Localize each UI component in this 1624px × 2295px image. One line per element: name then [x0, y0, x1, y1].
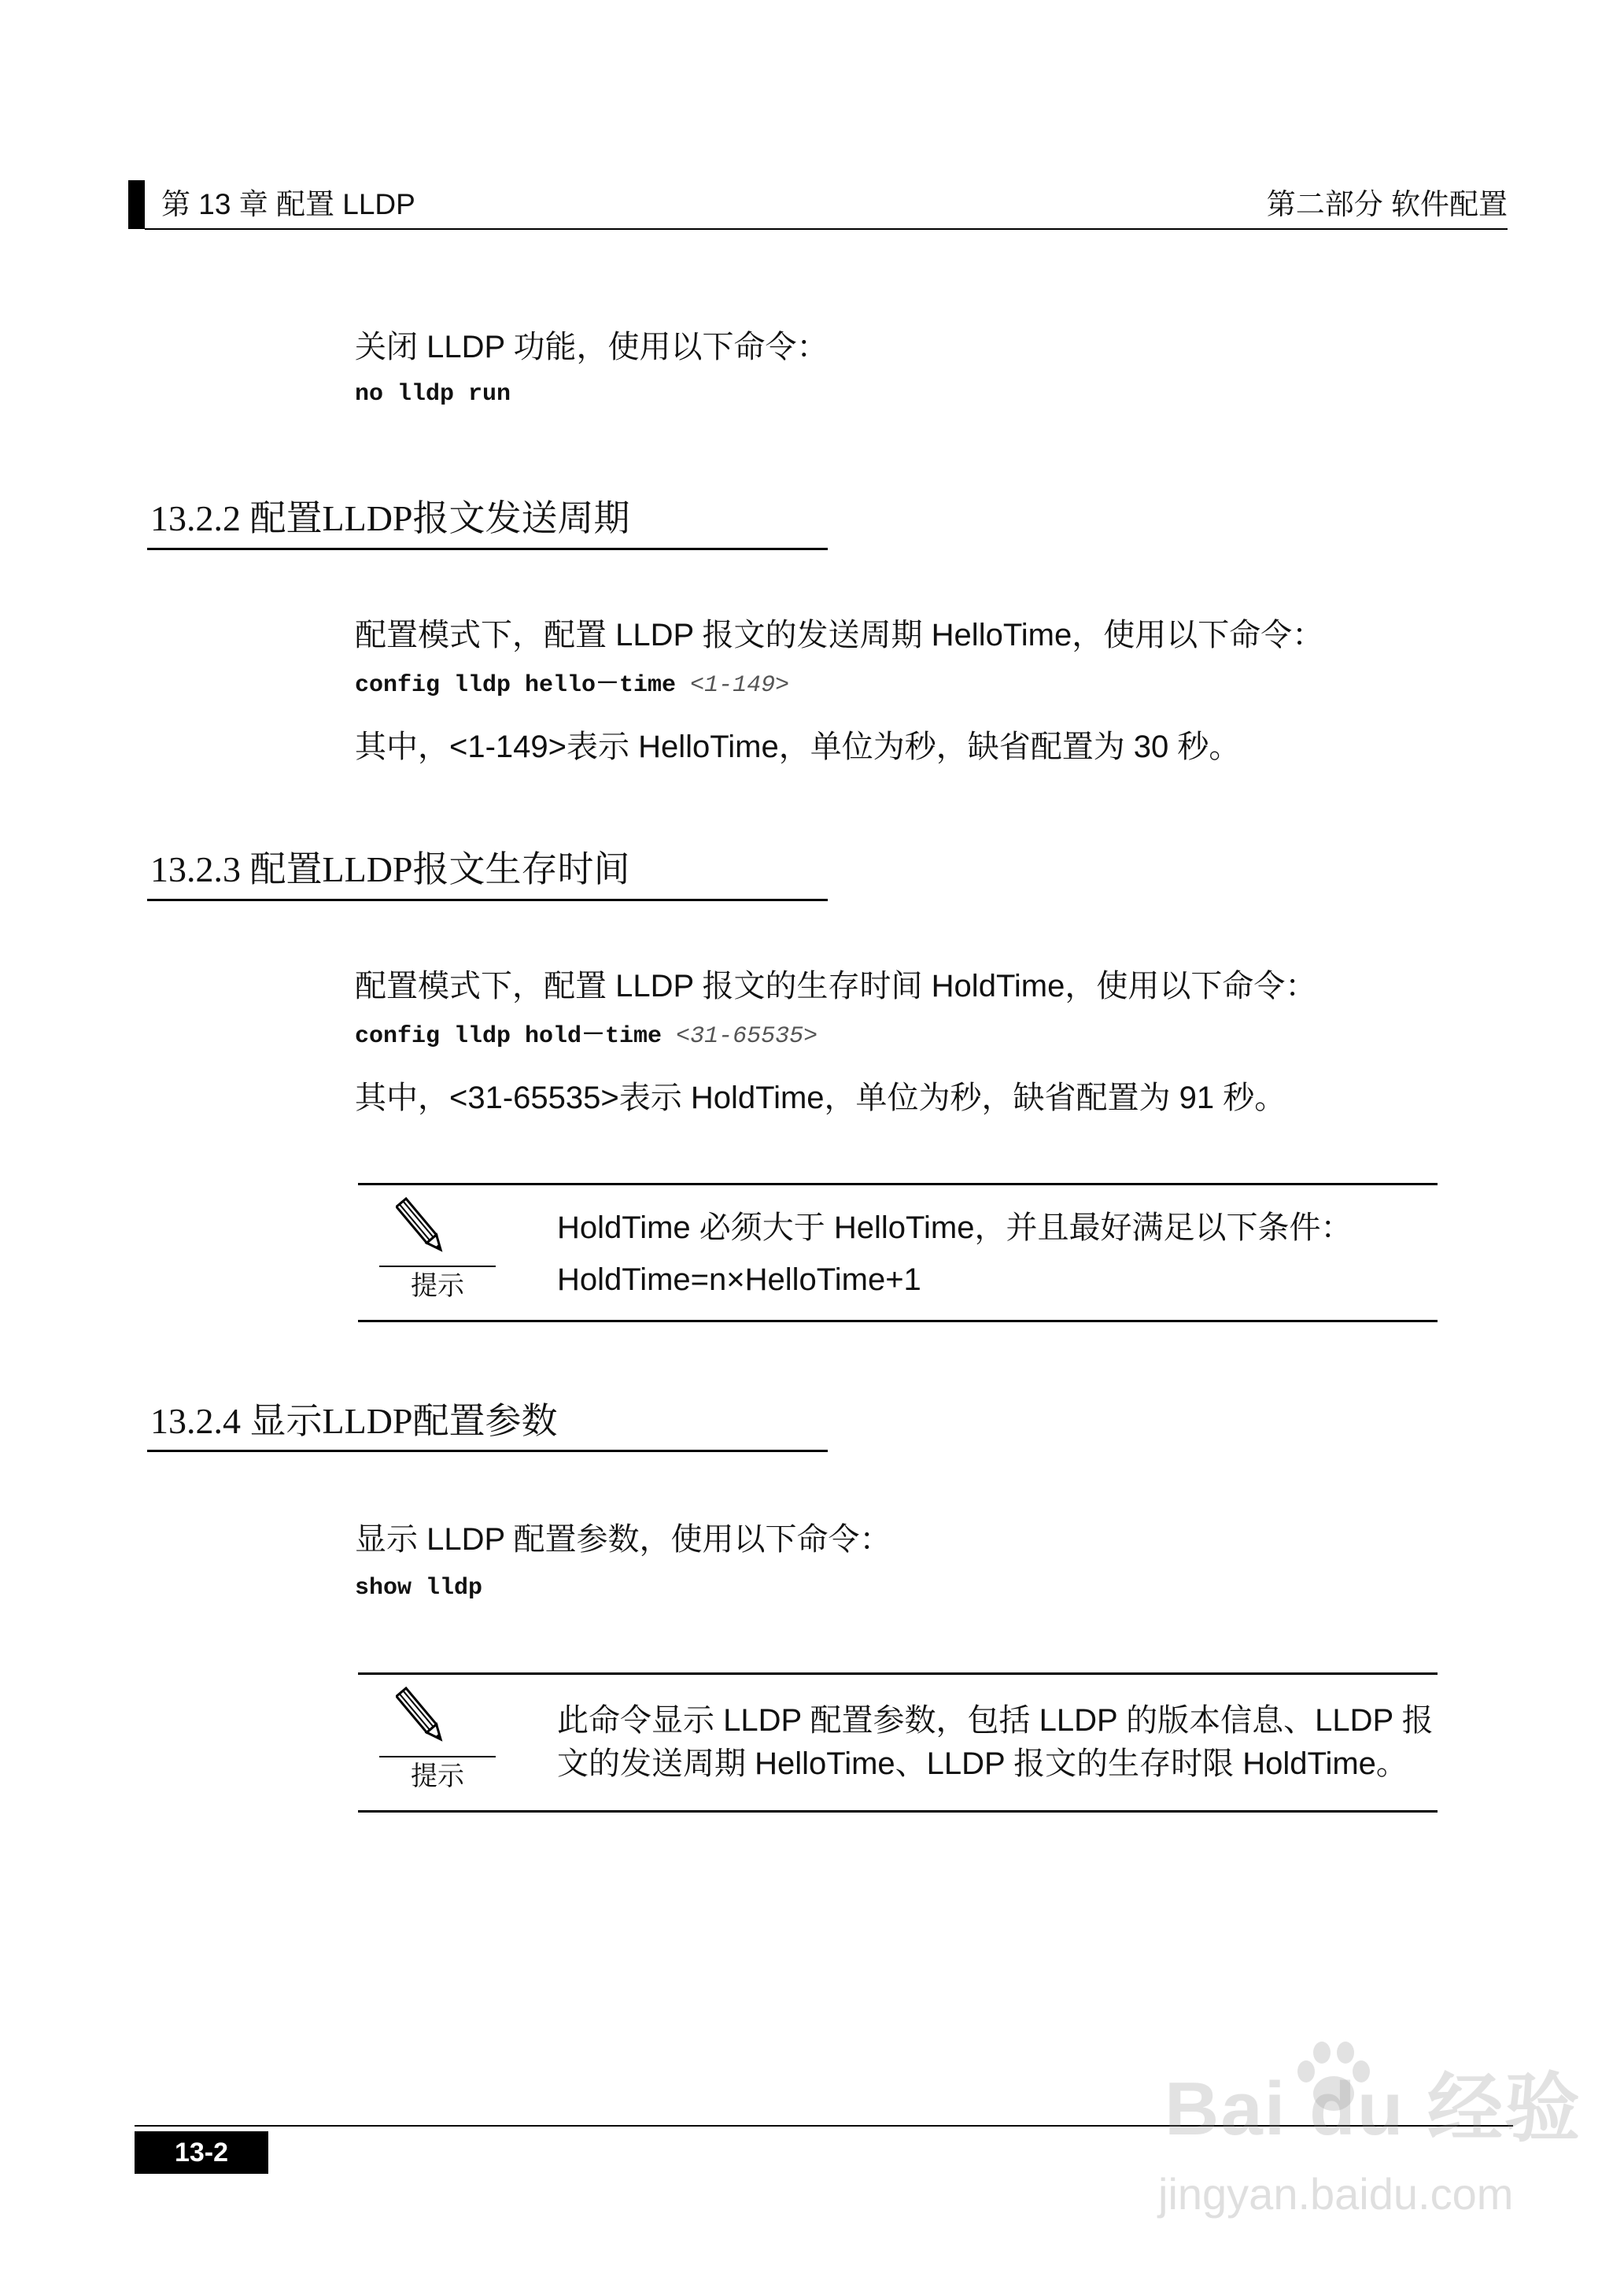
intro-command: no lldp run [355, 381, 511, 408]
tip-rule-top [358, 1183, 1438, 1185]
section-text: 显示 LLDP 配置参数，使用以下命令： [355, 1522, 891, 1557]
section-rule [147, 1450, 828, 1452]
header-rule [145, 228, 1508, 230]
section-title-13-2-2: 13.2.2 配置LLDP报文发送周期 [150, 498, 630, 538]
section-command: show lldp [355, 1575, 483, 1602]
tip-text-line: 此命令显示 LLDP 配置参数，包括 LLDP 的版本信息、LLDP 报 [557, 1703, 1434, 1738]
pencil-icon [396, 1680, 446, 1751]
tip-label: 提示 [411, 1271, 464, 1301]
section-command [355, 674, 789, 697]
pencil-icon [396, 1191, 446, 1262]
watermark-logo: Bai du 经验 [1164, 2067, 1582, 2151]
chapter-title: 第 13 章 配置 LLDP [161, 188, 415, 220]
tip-label-rule [379, 1266, 496, 1267]
tip-rule-bottom [358, 1320, 1438, 1322]
section-note: 其中，<1-149>表示 HelloTime，单位为秒，缺省配置为 30 秒。 [355, 730, 1241, 764]
watermark-url: jingyan.baidu.com [1158, 2169, 1514, 2219]
section-command [355, 1025, 818, 1048]
tip-rule-bottom [358, 1810, 1438, 1813]
section-text: 配置模式下，配置 LLDP 报文的发送周期 HelloTime，使用以下命令： [355, 618, 1324, 652]
section-rule [147, 899, 828, 901]
tip-label: 提示 [411, 1761, 464, 1791]
tip-text-line: HoldTime 必须大于 HelloTime，并且最好满足以下条件： [557, 1210, 1353, 1245]
command-text: config lldp hold－time [355, 1023, 677, 1050]
command-text: config lldp hello－time [355, 672, 691, 699]
tip-text-line: 文的发送周期 HelloTime、LLDP 报文的生存时限 HoldTime。 [557, 1746, 1408, 1781]
command-arg: <31-65535> [676, 1023, 818, 1050]
tip-rule-top [358, 1672, 1438, 1675]
tip-label-rule [379, 1756, 496, 1757]
intro-text: 关闭 LLDP 功能，使用以下命令： [355, 330, 829, 364]
header-bar [128, 180, 145, 229]
command-arg: <1-149> [690, 672, 790, 699]
section-title-13-2-3: 13.2.3 配置LLDP报文生存时间 [150, 849, 630, 889]
page-number: 13-2 [135, 2131, 268, 2174]
tip-text-line: HoldTime=n×HelloTime+1 [557, 1262, 921, 1297]
part-title: 第二部分 软件配置 [1266, 188, 1508, 220]
section-note: 其中，<31-65535>表示 HoldTime，单位为秒，缺省配置为 91 秒。 [355, 1081, 1286, 1115]
section-rule [147, 548, 828, 550]
section-title-13-2-4: 13.2.4 显示LLDP配置参数 [150, 1401, 558, 1441]
section-text: 配置模式下，配置 LLDP 报文的生存时间 HoldTime，使用以下命令： [355, 969, 1317, 1003]
